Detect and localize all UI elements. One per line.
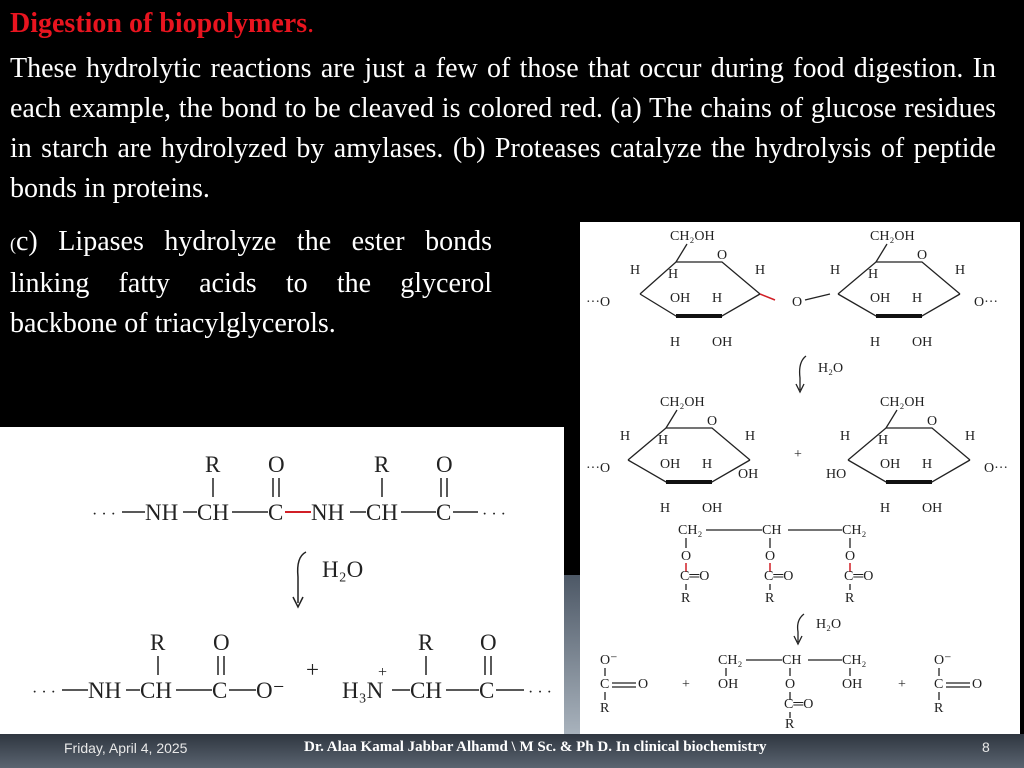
fa1-c: C	[600, 677, 610, 692]
starch-h-1d: H	[712, 291, 723, 306]
glc-h-2a: H	[840, 429, 851, 444]
starch-ring-o-1: O	[717, 248, 728, 263]
peptide-o1: O	[268, 452, 285, 477]
starch-oh-1b: OH	[712, 335, 733, 350]
peptide-r2: R	[374, 452, 390, 477]
product-r2: R	[418, 630, 434, 655]
starch-h-2d: H	[912, 291, 923, 306]
glc-h-1e: H	[660, 501, 671, 516]
glc-h-1a: H	[620, 429, 631, 444]
starch-h-1a: H	[630, 263, 641, 278]
peptide-dots-right: · · ·	[482, 506, 506, 523]
tag-r-1: R	[681, 591, 691, 606]
product-c2: C	[479, 678, 495, 703]
peptide-dots-left: · · ·	[92, 506, 116, 523]
product-plus: +	[306, 657, 319, 682]
gly-ch: CH	[782, 653, 802, 668]
gly-r: R	[785, 717, 795, 732]
starch-ch2oh-2: CH₂OH	[870, 229, 915, 244]
fa1-r: R	[600, 701, 610, 716]
product-o-minus: O⁻	[256, 678, 285, 703]
product-h3n: H₃N	[342, 678, 384, 703]
tag-r-2: R	[765, 591, 775, 606]
product-ch2: CH	[410, 678, 442, 703]
ammonium-charge: +	[378, 664, 388, 681]
starch-oh-2: OH	[870, 291, 891, 306]
gly-ch2-2: CH₂	[842, 653, 867, 668]
starch-h-2c: H	[955, 263, 966, 278]
starch-h-2a: H	[830, 263, 841, 278]
tag-r-3: R	[845, 591, 855, 606]
peptide-water: H₂O	[322, 557, 364, 582]
peptide-c2: C	[436, 500, 452, 525]
glc-h-1c: H	[745, 429, 756, 444]
product-ch1: CH	[140, 678, 172, 703]
starch-ring-o-2: O	[917, 248, 928, 263]
glc-o-dots-right: O···	[984, 461, 1009, 476]
product-r1: R	[150, 630, 166, 655]
peptide-r1: R	[205, 452, 221, 477]
starch-glycosidic-o: O	[792, 295, 803, 310]
glc-ho: HO	[826, 467, 847, 482]
fa2-r: R	[934, 701, 944, 716]
gly-ester: C═O	[784, 697, 814, 712]
slide-title: Digestion of biopolymers.	[10, 8, 315, 39]
tag-o-3: O	[845, 549, 856, 564]
tag-ester-1: C═O	[680, 569, 710, 584]
gly-o-mid: O	[785, 677, 796, 692]
starch-h-2e: H	[870, 335, 881, 350]
footer-author: Dr. Alaa Kamal Jabbar Alhamd \ M Sc. & Ph D. In clinical biochemistry	[304, 739, 767, 755]
gly-ch2-1: CH₂	[718, 653, 743, 668]
tag-ester-2: C═O	[764, 569, 794, 584]
glc-oh-1: OH	[660, 457, 681, 472]
starch-h-2b: H	[868, 267, 879, 282]
starch-water: H₂O	[818, 361, 844, 376]
glc-ring-o-2: O	[927, 414, 938, 429]
glc-h-2d: H	[922, 457, 933, 472]
product-o1: O	[213, 630, 230, 655]
lipid-plus-2: +	[898, 677, 906, 692]
starch-lipid-hydrolysis-figure	[580, 222, 1020, 734]
peptide-hydrolysis-figure	[0, 427, 564, 734]
glc-h-2b: H	[878, 433, 889, 448]
glc-oh-2b: OH	[922, 501, 943, 516]
peptide-nh1: NH	[145, 500, 179, 525]
product-dots-left: · · ·	[32, 684, 56, 701]
fa2-o: O	[972, 677, 983, 692]
glc-dots-o-left: ···O	[586, 461, 611, 476]
tag-o-2: O	[765, 549, 776, 564]
starch-h-1e: H	[670, 335, 681, 350]
lipid-plus-1: +	[682, 677, 690, 692]
starch-o-dots-right: O···	[974, 295, 999, 310]
peptide-ch2: CH	[366, 500, 398, 525]
tag-o-1: O	[681, 549, 692, 564]
page-number: 8	[982, 739, 990, 755]
product-nh: NH	[88, 678, 122, 703]
peptide-nh2: NH	[311, 500, 345, 525]
glc-oh-2: OH	[880, 457, 901, 472]
starch-oh-1: OH	[670, 291, 691, 306]
glc-h-1b: H	[658, 433, 669, 448]
glc-h-2c: H	[965, 429, 976, 444]
starch-ch2oh-1: CH₂OH	[670, 229, 715, 244]
fa1-o: O	[638, 677, 649, 692]
starch-h-1b: H	[668, 267, 679, 282]
gly-oh-2: OH	[842, 677, 863, 692]
glc-ring-o-1: O	[707, 414, 718, 429]
fa2-o-minus: O⁻	[934, 653, 952, 668]
product-dots-right: · · ·	[528, 684, 552, 701]
decorative-gradient	[564, 575, 580, 734]
starch-dots-o-left: ···O	[586, 295, 611, 310]
fa1-o-minus: O⁻	[600, 653, 618, 668]
glc-oh-anomeric: OH	[738, 467, 759, 482]
glc-h-1d: H	[702, 457, 713, 472]
glc-plus: +	[794, 447, 802, 462]
footer-date: Friday, April 4, 2025	[64, 740, 188, 756]
starch-h-1c: H	[755, 263, 766, 278]
glc-h-2e: H	[880, 501, 891, 516]
tag-water: H₂O	[816, 617, 842, 632]
slide-footer	[0, 734, 1024, 768]
gly-oh-1: OH	[718, 677, 739, 692]
tag-ester-3: C═O	[844, 569, 874, 584]
intro-paragraph: These hydrolytic reactions are just a few of those that occur during food digestion. In each example, the bond to be cleaved is colored red. (a) The chains of glucose residues in starch are hydrolyzed by amylases. (b) Proteases catalyze the hydrolysis of peptide bonds in proteins.	[10, 53, 996, 204]
glc-ch2oh-2: CH₂OH	[880, 395, 925, 410]
product-c1: C	[212, 678, 228, 703]
glc-oh-1b: OH	[702, 501, 723, 516]
fa2-c: C	[934, 677, 944, 692]
peptide-ch1: CH	[197, 500, 229, 525]
tag-ch: CH	[762, 523, 782, 538]
tag-ch2-1: CH₂	[678, 523, 703, 538]
peptide-o2: O	[436, 452, 453, 477]
starch-oh-2b: OH	[912, 335, 933, 350]
lipase-paragraph: (c) Lipases hydrolyze the ester bonds linking fatty acids to the glycerol backbone of triacylglycerols.	[10, 226, 492, 339]
peptide-c1: C	[268, 500, 284, 525]
glc-ch2oh-1: CH₂OH	[660, 395, 705, 410]
product-o2: O	[480, 630, 497, 655]
tag-ch2-2: CH₂	[842, 523, 867, 538]
